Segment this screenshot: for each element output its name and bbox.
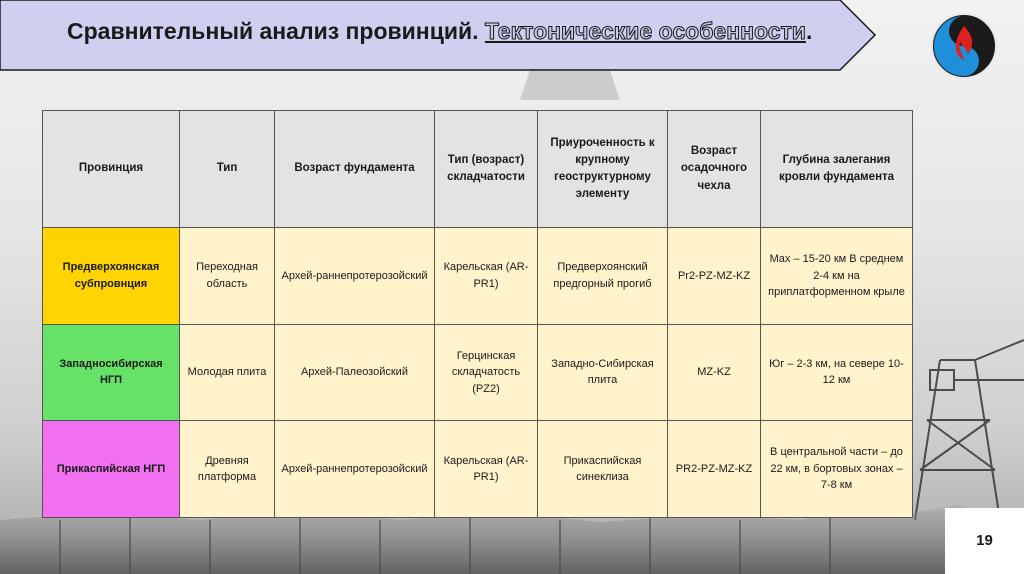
province-cell: Предверхоянская субпровнция [43, 228, 180, 325]
table-cell: Карельская (AR-PR1) [435, 421, 538, 518]
table-cell: Юг – 2-3 км, на севере 10-12 км [761, 324, 913, 421]
table-cell: Архей-раннепротерозойский [275, 228, 435, 325]
table-cell: Прикаспийская синеклиза [538, 421, 668, 518]
table-row [43, 421, 913, 518]
table-cell: Pr2-PZ-MZ-KZ [668, 228, 761, 325]
table-cell: Карельская (AR-PR1) [435, 228, 538, 325]
title-highlight: Тектонические особенности [484, 18, 806, 44]
table-cell: Древняя платформа [180, 421, 275, 518]
table-cell: MZ-KZ [668, 324, 761, 421]
header-basement-age: Возраст фундамента [275, 111, 435, 228]
table-row [43, 228, 913, 325]
table-cell: Архей-раннепротерозойский [275, 421, 435, 518]
page-number-box [945, 508, 1024, 574]
table-cell: В центральной части – до 22 км, в бортовых зонах – 7-8 км [761, 421, 913, 518]
company-logo-icon [930, 12, 998, 80]
table-header-row [43, 111, 913, 228]
province-cell: Прикаспийская НГП [43, 421, 180, 518]
header-province: Провинция [43, 111, 180, 228]
table-cell: Max – 15-20 км В среднем 2-4 км на приплатформенном крыле [761, 228, 913, 325]
header-sediment-age: Возраст осадочного чехла [668, 111, 761, 228]
table-row [43, 324, 913, 421]
table-cell: Западно-Сибирская плита [538, 324, 668, 421]
comparison-table [42, 110, 913, 518]
header-geostructure: Приуроченность к крупному геоструктурному элементу [538, 111, 668, 228]
table-cell: Архей-Палеозойский [275, 324, 435, 421]
header-type: Тип [180, 111, 275, 228]
header-basement-depth: Глубина залегания кровли фундамента [761, 111, 913, 228]
province-cell: Западносибирская НГП [43, 324, 180, 421]
table-cell: Молодая плита [180, 324, 275, 421]
table-cell: Герцинская складчатость (PZ2) [435, 324, 538, 421]
table-cell: PR2-PZ-MZ-KZ [668, 421, 761, 518]
table-cell: Предверхоянский предгорный прогиб [538, 228, 668, 325]
title-bar [0, 0, 875, 70]
page-title: Сравнительный анализ провинций. Тектонические особенности. [67, 18, 813, 44]
table-cell: Переходная область [180, 228, 275, 325]
page-number: 19 [976, 532, 993, 549]
header-folding-type: Тип (возраст) складчатости [435, 111, 538, 228]
